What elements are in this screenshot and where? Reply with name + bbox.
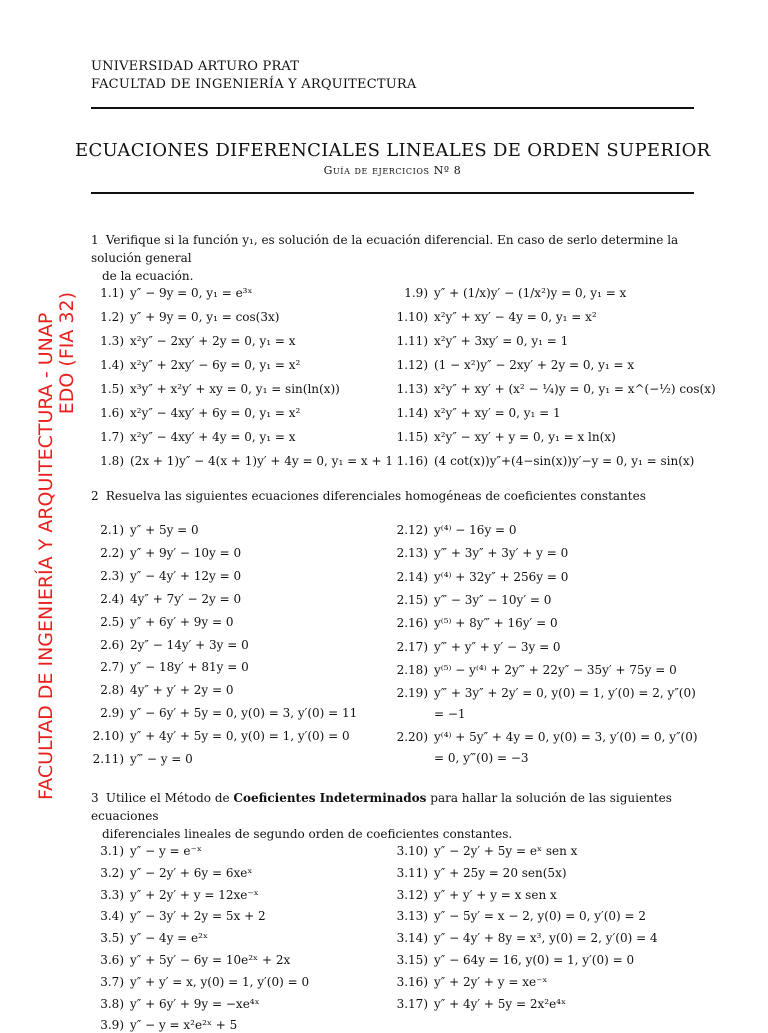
exercise-label: 1.8) bbox=[100, 454, 124, 468]
exercise-label: 2.6) bbox=[100, 637, 124, 652]
exercise-label: 2.3) bbox=[100, 568, 124, 583]
section-1-intro-line1: Verifique si la función y₁, es solución de la ecuación diferencial. En caso de serlo determine la solución general bbox=[91, 233, 679, 265]
exercise-label: 2.17) bbox=[396, 639, 428, 654]
exercise-equation: y″ − 4y′ + 12y = 0 bbox=[130, 568, 242, 583]
exercise-label: 3.5) bbox=[100, 931, 124, 946]
exercise-item bbox=[92, 930, 392, 946]
exercise-label: 2.16) bbox=[396, 616, 428, 631]
exercise-item bbox=[388, 429, 708, 445]
side-watermark-line2: EDO (FIA 32) bbox=[56, 292, 78, 415]
exercise-label: 2.1) bbox=[100, 523, 124, 537]
exercise-item bbox=[388, 453, 708, 469]
exercise-item bbox=[388, 545, 708, 561]
exercise-label: 1.5) bbox=[100, 382, 124, 396]
exercise-item bbox=[388, 952, 708, 968]
exercise-label: 3.4) bbox=[100, 909, 124, 924]
exercise-item bbox=[388, 592, 708, 608]
exercise-label: 3.12) bbox=[396, 887, 428, 902]
exercise-item bbox=[92, 887, 392, 903]
exercise-equation: 2y″ − 14y′ + 3y = 0 bbox=[130, 637, 249, 652]
exercise-item bbox=[92, 357, 392, 373]
exercise-item bbox=[92, 974, 392, 990]
exercise-label: 3.16) bbox=[396, 974, 428, 989]
section-3-intro-bold: Coeficientes Indeterminados bbox=[233, 791, 427, 805]
exercise-label: 1.14) bbox=[396, 406, 428, 420]
exercise-item bbox=[388, 865, 708, 881]
exercise-equation: y″ + y′ + y = x sen x bbox=[434, 887, 557, 902]
exercise-equation: y″ + 4y′ + 5y = 2x²e⁴ˣ bbox=[434, 996, 567, 1011]
exercise-equation: (2x + 1)y″ − 4(x + 1)y′ + 4y = 0, y₁ = x + 1 bbox=[130, 454, 394, 468]
exercise-item bbox=[92, 285, 392, 301]
exercise-equation: y⁽⁵⁾ − y⁽⁴⁾ + 2y‴ + 22y″ − 35y′ + 75y = 0 bbox=[434, 662, 677, 677]
exercise-equation: y⁽⁴⁾ + 5y″ + 4y = 0, y(0) = 3, y′(0) = 0, y″(0) = 0, y‴(0) = −3 bbox=[434, 730, 698, 766]
exercise-label: 2.13) bbox=[396, 546, 428, 561]
exercise-equation: y″ − 9y = 0, y₁ = e³ˣ bbox=[130, 286, 253, 300]
exercise-item bbox=[92, 659, 392, 675]
exercise-equation: 4y″ + y′ + 2y = 0 bbox=[130, 683, 234, 698]
exercise-label: 1.13) bbox=[396, 382, 428, 396]
exercise-label: 1.1) bbox=[100, 286, 124, 300]
exercise-item bbox=[92, 908, 392, 924]
exercise-equation: 4y″ + 7y′ − 2y = 0 bbox=[130, 591, 242, 606]
exercise-item bbox=[388, 729, 708, 769]
exercise-item bbox=[92, 429, 392, 445]
exercise-label: 3.6) bbox=[100, 953, 124, 967]
exercise-item bbox=[388, 930, 708, 946]
exercise-equation: y‴ + 3y″ + 2y′ = 0, y(0) = 1, y′(0) = 2, y″(0) = −1 bbox=[434, 686, 696, 722]
exercise-item bbox=[388, 887, 708, 903]
section-2-intro-line1: Resuelva las siguientes ecuaciones diferenciales homogéneas de coeficientes constantes bbox=[105, 489, 646, 503]
section-3-intro bbox=[91, 789, 694, 843]
exercise-equation: y″ − y = x²e²ˣ + 5 bbox=[130, 1018, 238, 1033]
section-2-number: 2 bbox=[91, 489, 99, 503]
section-1-intro-line2: de la ecuación. bbox=[102, 269, 194, 283]
exercise-equation: x²y″ + 3xy′ = 0, y₁ = 1 bbox=[434, 334, 569, 348]
exercise-item bbox=[388, 908, 708, 924]
exercise-equation: y⁽⁴⁾ − 16y = 0 bbox=[434, 523, 517, 537]
exercise-equation: y″ + y′ = x, y(0) = 1, y′(0) = 0 bbox=[130, 974, 310, 989]
exercise-item bbox=[92, 568, 392, 584]
exercise-item bbox=[388, 615, 708, 631]
exercise-label: 3.17) bbox=[396, 996, 428, 1011]
exercise-equation: y″ + 9y = 0, y₁ = cos(3x) bbox=[130, 310, 280, 324]
exercise-item bbox=[388, 639, 708, 655]
exercise-item bbox=[388, 569, 708, 585]
exercise-label: 3.11) bbox=[396, 865, 428, 880]
exercise-equation: y″ − 5y′ = x − 2, y(0) = 0, y′(0) = 2 bbox=[434, 909, 647, 924]
exercise-label: 2.2) bbox=[100, 545, 124, 560]
exercise-item bbox=[388, 974, 708, 990]
exercise-item bbox=[92, 682, 392, 698]
university-name: UNIVERSIDAD ARTURO PRAT bbox=[91, 59, 300, 74]
exercise-label: 2.7) bbox=[100, 660, 124, 675]
exercise-equation: x²y″ − 4xy′ + 6y = 0, y₁ = x² bbox=[130, 406, 301, 420]
title-rule bbox=[91, 192, 694, 194]
exercise-item bbox=[92, 637, 392, 653]
exercise-item bbox=[92, 843, 392, 859]
exercise-equation: y″ + 2y′ + y = xe⁻ˣ bbox=[434, 974, 548, 989]
exercise-label: 1.10) bbox=[396, 310, 428, 324]
exercise-item bbox=[92, 333, 392, 349]
side-watermark-line1: FACULTAD DE INGENIERÍA Y ARQUITECTURA - UNAP bbox=[35, 312, 57, 800]
section-2-intro bbox=[91, 487, 694, 505]
section-3-intro-line2: diferenciales lineales de segundo orden de coeficientes constantes. bbox=[102, 827, 513, 841]
exercise-label: 1.11) bbox=[396, 334, 428, 348]
exercise-equation: y‴ − y = 0 bbox=[130, 752, 193, 766]
section-1-intro bbox=[91, 231, 694, 285]
exercise-label: 2.18) bbox=[396, 662, 428, 677]
exercise-label: 1.16) bbox=[396, 454, 428, 468]
exercise-equation: y″ + (1/x)y′ − (1/x²)y = 0, y₁ = x bbox=[434, 286, 627, 300]
exercise-item bbox=[388, 309, 708, 325]
exercise-equation: y″ − 4y′ + 8y = x³, y(0) = 2, y′(0) = 4 bbox=[434, 931, 658, 946]
exercise-label: 2.9) bbox=[100, 706, 124, 721]
exercise-item bbox=[92, 751, 392, 767]
exercise-label: 2.12) bbox=[396, 523, 428, 537]
exercise-equation: x³y″ + x²y′ + xy = 0, y₁ = sin(ln(x)) bbox=[130, 382, 340, 396]
exercise-label: 1.7) bbox=[100, 430, 124, 444]
exercise-label: 2.15) bbox=[396, 592, 428, 607]
exercise-item bbox=[92, 705, 392, 721]
exercise-equation: y‴ + 3y″ + 3y′ + y = 0 bbox=[434, 546, 569, 561]
exercise-label: 1.15) bbox=[396, 430, 428, 444]
exercise-item bbox=[92, 453, 392, 469]
exercise-label: 2.19) bbox=[396, 686, 428, 701]
exercise-item bbox=[92, 309, 392, 325]
exercise-equation: y″ + 2y′ + y = 12xe⁻ˣ bbox=[130, 887, 259, 902]
exercise-equation: y⁽⁴⁾ + 32y″ + 256y = 0 bbox=[434, 569, 569, 584]
exercise-item bbox=[388, 333, 708, 349]
exercise-item bbox=[388, 357, 708, 373]
exercise-label: 3.1) bbox=[100, 844, 124, 858]
exercise-item bbox=[388, 996, 708, 1012]
exercise-equation: y⁽⁵⁾ + 8y‴ + 16y′ = 0 bbox=[434, 616, 558, 631]
exercise-item bbox=[388, 843, 708, 859]
document-title: ECUACIONES DIFERENCIALES LINEALES DE ORDEN SUPERIOR bbox=[75, 140, 711, 161]
exercise-item bbox=[388, 662, 708, 678]
exercise-item bbox=[92, 865, 392, 881]
exercise-item bbox=[92, 522, 392, 538]
section-3-intro-post: para hallar la solución de las siguientes ecuaciones bbox=[91, 791, 672, 823]
exercise-label: 2.4) bbox=[100, 591, 124, 606]
exercise-equation: y″ − 2y′ + 6y = 6xeˣ bbox=[130, 865, 253, 880]
exercise-equation: y″ − 2y′ + 5y = eˣ sen x bbox=[434, 844, 578, 858]
exercise-label: 2.14) bbox=[396, 569, 428, 584]
exercise-label: 1.2) bbox=[100, 310, 124, 324]
exercise-label: 3.8) bbox=[100, 996, 124, 1011]
exercise-item bbox=[388, 381, 716, 397]
section-3-intro-pre: Utilice el Método de bbox=[105, 791, 234, 805]
exercise-label: 3.15) bbox=[396, 953, 428, 967]
exercise-equation: y″ + 5y = 0 bbox=[130, 523, 199, 537]
exercise-equation: y″ − y = e⁻ˣ bbox=[130, 844, 202, 858]
exercise-label: 3.14) bbox=[396, 931, 428, 946]
exercise-label: 3.2) bbox=[100, 865, 124, 880]
exercise-label: 2.5) bbox=[100, 614, 124, 629]
exercise-label: 1.12) bbox=[396, 358, 428, 372]
exercise-label: 1.3) bbox=[100, 334, 124, 348]
exercise-equation: y″ + 6y′ + 9y = −xe⁴ˣ bbox=[130, 996, 260, 1011]
exercise-equation: y″ − 4y = e²ˣ bbox=[130, 931, 209, 946]
exercise-equation: y‴ − 3y″ − 10y′ = 0 bbox=[434, 592, 552, 607]
exercise-item bbox=[92, 405, 392, 421]
exercise-equation: x²y″ + xy′ − 4y = 0, y₁ = x² bbox=[434, 310, 597, 324]
exercise-label: 3.9) bbox=[100, 1018, 124, 1033]
exercise-equation: y″ + 4y′ + 5y = 0, y(0) = 1, y′(0) = 0 bbox=[130, 729, 350, 744]
exercise-equation: y″ + 5y′ − 6y = 10e²ˣ + 2x bbox=[130, 953, 291, 967]
exercise-item bbox=[92, 591, 392, 607]
exercise-item bbox=[92, 381, 392, 397]
exercise-item bbox=[92, 1017, 392, 1033]
exercise-equation: y‴ + y″ + y′ − 3y = 0 bbox=[434, 639, 561, 654]
exercise-label: 3.3) bbox=[100, 887, 124, 902]
exercise-equation: x²y″ − 4xy′ + 4y = 0, y₁ = x bbox=[130, 430, 296, 444]
exercise-equation: x²y″ + 2xy′ − 6y = 0, y₁ = x² bbox=[130, 358, 301, 372]
exercise-label: 2.10) bbox=[92, 729, 124, 744]
exercise-item bbox=[92, 952, 392, 968]
exercise-equation: y″ − 6y′ + 5y = 0, y(0) = 3, y′(0) = 11 bbox=[130, 706, 358, 721]
exercise-equation: (4 cot(x))y″+(4−sin(x))y′−y = 0, y₁ = sin(x) bbox=[434, 454, 695, 468]
exercise-equation: y″ − 3y′ + 2y = 5x + 2 bbox=[130, 909, 266, 924]
exercise-label: 3.7) bbox=[100, 974, 124, 989]
exercise-equation: (1 − x²)y″ − 2xy′ + 2y = 0, y₁ = x bbox=[434, 358, 635, 372]
side-watermark bbox=[36, 210, 82, 800]
exercise-item bbox=[388, 522, 708, 538]
exercise-equation: y″ − 64y = 16, y(0) = 1, y′(0) = 0 bbox=[434, 953, 635, 967]
exercise-label: 2.20) bbox=[396, 730, 428, 745]
exercise-item bbox=[92, 614, 392, 630]
exercise-equation: x²y″ + xy′ + (x² − ¼)y = 0, y₁ = x^(−½) cos(x) bbox=[434, 382, 716, 396]
exercise-item bbox=[388, 405, 708, 421]
section-1-number: 1 bbox=[91, 233, 99, 247]
section-3-number: 3 bbox=[91, 791, 99, 805]
exercise-equation: y″ + 9y′ − 10y = 0 bbox=[130, 545, 242, 560]
faculty-name: FACULTAD DE INGENIERÍA Y ARQUITECTURA bbox=[91, 77, 417, 92]
header-rule bbox=[91, 107, 694, 109]
exercise-equation: x²y″ + xy′ = 0, y₁ = 1 bbox=[434, 406, 561, 420]
exercise-equation: x²y″ − 2xy′ + 2y = 0, y₁ = x bbox=[130, 334, 296, 348]
exercise-label: 1.9) bbox=[404, 286, 428, 300]
exercise-item bbox=[92, 996, 392, 1012]
document-subtitle: Guía de ejercicios Nº 8 bbox=[323, 164, 462, 177]
exercise-label: 3.13) bbox=[396, 909, 428, 924]
exercise-label: 3.10) bbox=[396, 844, 428, 858]
exercise-label: 2.8) bbox=[100, 683, 124, 698]
exercise-label: 1.4) bbox=[100, 358, 124, 372]
exercise-label: 2.11) bbox=[92, 752, 124, 766]
exercise-equation: x²y″ − xy′ + y = 0, y₁ = x ln(x) bbox=[434, 430, 616, 444]
exercise-item bbox=[92, 545, 392, 561]
exercise-equation: y″ + 25y = 20 sen(5x) bbox=[434, 865, 567, 880]
exercise-item bbox=[92, 728, 392, 744]
exercise-item bbox=[388, 285, 708, 301]
exercise-label: 1.6) bbox=[100, 406, 124, 420]
exercise-item bbox=[388, 685, 708, 725]
exercise-equation: y″ − 18y′ + 81y = 0 bbox=[130, 660, 249, 675]
exercise-equation: y″ + 6y′ + 9y = 0 bbox=[130, 614, 234, 629]
